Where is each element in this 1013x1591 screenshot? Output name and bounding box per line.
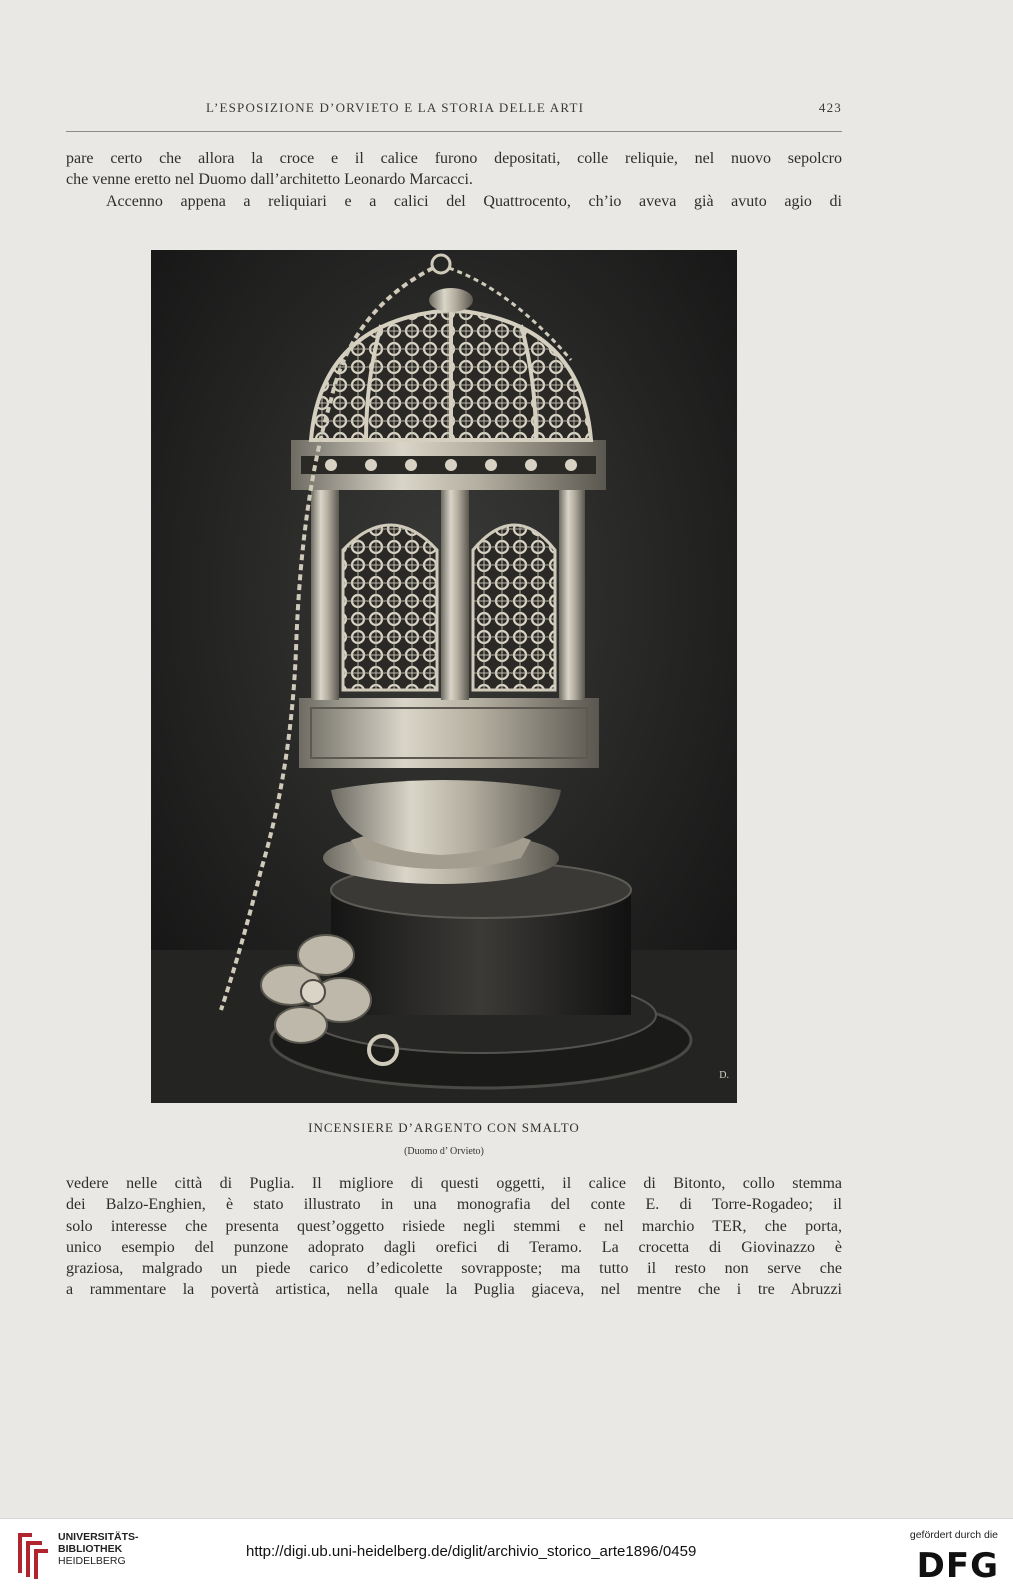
- running-head: [66, 100, 842, 120]
- header-rule: [66, 131, 842, 132]
- text-line: vedere nelle città di Puglia. Il migliore di questi oggetti, il calice di Bitonto, collo stemma: [66, 1175, 842, 1192]
- library-name-line: UNIVERSITÄTS-: [58, 1531, 139, 1543]
- text-line: graziosa, malgrado un piede carico d’edicolette sovrapposte; ma tutto il resto non serve che: [66, 1260, 842, 1278]
- text-line: unico esempio del punzone adoprato dagli orefici di Teramo. La crocetta di Giovinazzo è: [66, 1238, 842, 1256]
- text-line: pare certo che allora la croce e il calice furono depositati, colle reliquie, nel nuovo sepolcro: [66, 150, 842, 167]
- text-line: Accenno appena a reliquiari e a calici del Quattrocento, ch’io aveva già avuto agio di: [106, 192, 842, 210]
- text-line: che venne eretto nel Duomo dall’architetto Leonardo Marcacci.: [66, 171, 473, 189]
- funding-note: gefördert durch die: [909, 1529, 998, 1541]
- text-block-bottom: [66, 1173, 842, 1301]
- permalink-url[interactable]: http://digi.ub.uni-heidelberg.de/diglit/archivio_storico_arte1896/0459: [246, 1543, 697, 1560]
- text-line: a rammentare la povertà artistica, nella quale la Puglia giaceva, nel mentre che i tre Abruzzi: [66, 1281, 842, 1299]
- text-line: solo interesse che presenta quest’oggetto risiede negli stemmi e nel marchio TER, che porta,: [66, 1217, 842, 1235]
- dfg-logo[interactable]: DFG: [916, 1546, 999, 1586]
- viewer-footer: [0, 1518, 1013, 1591]
- library-name-line: HEIDELBERG: [58, 1555, 126, 1567]
- incense-burner-illustration: [151, 250, 737, 1103]
- figure-plate: [151, 250, 737, 1103]
- running-head-title: L’ESPOSIZIONE D’ORVIETO E LA STORIA DELLE ARTI: [206, 100, 585, 115]
- university-library-logo-icon[interactable]: [12, 1529, 52, 1581]
- university-library-name[interactable]: [58, 1531, 139, 1567]
- figure-subcaption: (Duomo d’ Orvieto): [404, 1146, 484, 1157]
- figure-caption: INCENSIERE D’ARGENTO CON SMALTO: [308, 1120, 580, 1135]
- page-number: 423: [818, 100, 842, 115]
- text-block-top: [66, 148, 842, 212]
- text-line: dei Balzo-Enghien, è stato illustrato in una monografia del conte E. di Torre-Rogadeo; il: [66, 1196, 842, 1214]
- engraver-signature: D.: [719, 1070, 729, 1081]
- library-name-line: BIBLIOTHEK: [58, 1543, 123, 1555]
